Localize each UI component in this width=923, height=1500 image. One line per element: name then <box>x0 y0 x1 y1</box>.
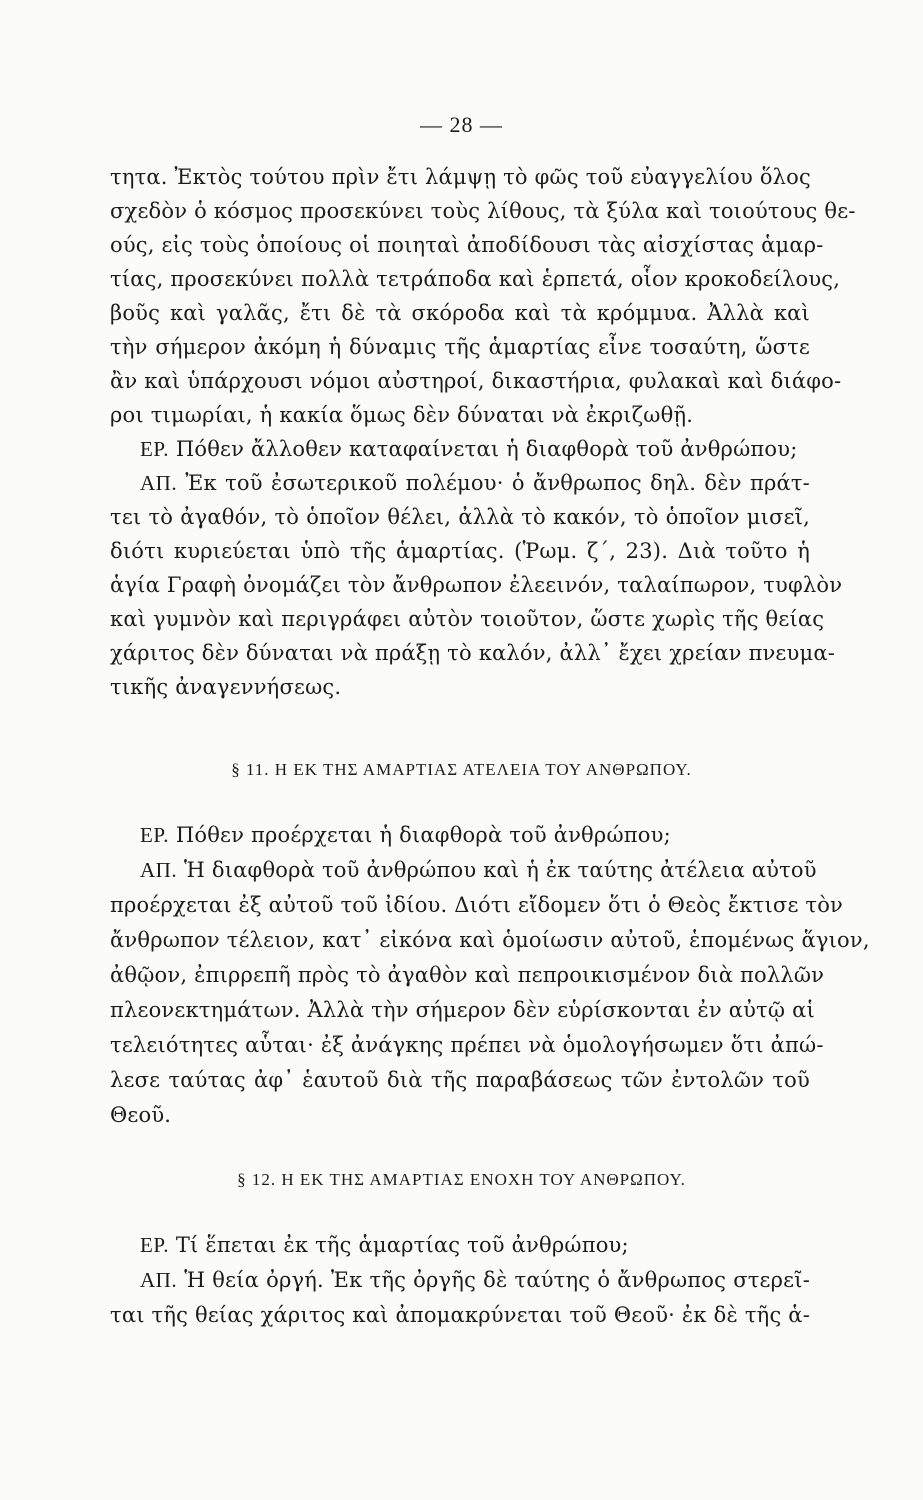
speaker-label: ΕΡ. <box>140 437 169 461</box>
answer-first-line <box>140 468 810 498</box>
speaker-label: ΑΠ. <box>140 858 178 882</box>
text-line: τίας, προσεκύνει πολλὰ τετράποδα καὶ ἑρπετά, οἷον κροκοδείλους, <box>110 267 841 291</box>
text-line: ροι τιμωρίαι, ἡ κακία ὅμως δὲν δύναται νὰ ἐκριζωθῇ. <box>110 403 694 427</box>
question-text: Τί ἕπεται ἐκ τῆς ἁμαρτίας τοῦ ἀνθρώπου; <box>175 1233 629 1257</box>
speaker-label: ΑΠ. <box>140 471 178 495</box>
text-line: τικῆς ἀναγεννήσεως. <box>110 675 342 699</box>
text-line: τητα. Ἐκτὸς τούτου πρὶν ἔτι λάμψῃ τὸ φῶς τοῦ εὐαγγελίου ὅλος <box>110 165 811 189</box>
speaker-label: ΑΠ. <box>140 1268 178 1292</box>
answer-text: Ἡ διαφθορὰ τοῦ ἀνθρώπου καὶ ἡ ἐκ ταύτης ἀτέλεια αὐτοῦ <box>183 858 817 882</box>
question-text: Πόθεν προέρχεται ἡ διαφθορὰ τοῦ ἀνθρώπου; <box>175 823 671 847</box>
question <box>140 434 810 464</box>
page-number: — 28 — <box>420 112 503 137</box>
text-line: χάριτος δὲν δύναται νὰ πράξῃ τὸ καλόν, ἀλλ᾽ ἔχει χρείαν πνευμα- <box>110 641 835 665</box>
text-line: τει τὸ ἀγαθόν, τὸ ὁποῖον θέλει, ἀλλὰ τὸ κακόν, τὸ ὁποῖον μισεῖ, <box>110 505 810 529</box>
text-line: σχεδὸν ὁ κόσμος προσεκύνει τοὺς λίθους, τὰ ξύλα καὶ τοιούτους θε- <box>110 199 856 223</box>
answer-first-line <box>140 855 817 885</box>
text-line: ἄνθρωπον τέλειον, κατ᾽ εἰκόνα καὶ ὁμοίωσιν αὐτοῦ, ἑπομένως ἅγιον, <box>110 928 870 952</box>
text-line: ἂν καὶ ὑπάρχουσι νόμοι αὐστηροί, δικαστήρια, φυλακαὶ καὶ διάφο- <box>110 369 842 393</box>
question-text: Πόθεν ἄλλοθεν καταφαίνεται ἡ διαφθορὰ τοῦ ἀνθρώπου; <box>175 437 798 461</box>
text-line: ἁγία Γραφὴ ὀνομάζει τὸν ἄνθρωπον ἐλεεινόν, ταλαίπωρον, τυφλὸν <box>110 573 843 597</box>
answer-text: Ἡ θεία ὀργή. Ἐκ τῆς ὀργῆς δὲ ταύτης ὁ ἄνθρωπος στερεῖ- <box>184 1268 810 1292</box>
text-line: τὴν σήμερον ἀκόμη ἡ δύναμις τῆς ἁμαρτίας εἶνε τοσαύτη, ὥστε <box>110 335 810 359</box>
section-heading: § 11. Η ΕΚ ΤΗΣ ΑΜΑΡΤΙΑΣ ΑΤΕΛΕΙΑ ΤΟΥ ΑΝΘΡΩΠΟΥ. <box>231 760 692 779</box>
text-line: βοῦς καὶ γαλᾶς, ἔτι δὲ τὰ σκόροδα καὶ τὰ κρόμμυα. Ἀλλὰ καὶ <box>110 301 810 325</box>
text-line: προέρχεται ἐξ αὐτοῦ τοῦ ἰδίου. Διότι εἴδομεν ὅτι ὁ Θεὸς ἔκτισε τὸν <box>110 893 844 917</box>
question <box>140 1230 810 1260</box>
text-line: καὶ γυμνὸν καὶ περιγράφει αὐτὸν τοιοῦτον, ὥστε χωρὶς τῆς θείας <box>110 607 825 631</box>
speaker-label: ΕΡ. <box>140 1233 169 1257</box>
section-heading: § 12. Η ΕΚ ΤΗΣ ΑΜΑΡΤΙΑΣ ΕΝΟΧΗ ΤΟΥ ΑΝΘΡΩΠΟΥ. <box>237 1170 686 1189</box>
question <box>140 820 810 850</box>
answer-text: Ἐκ τοῦ ἐσωτερικοῦ πολέμου· ὁ ἄνθρωπος δηλ. δὲν πράτ- <box>185 471 810 495</box>
speaker-label: ΕΡ. <box>140 823 169 847</box>
text-line: λεσε ταύτας ἀφ᾽ ἑαυτοῦ διὰ τῆς παραβάσεως τῶν ἐντολῶν τοῦ <box>110 1068 810 1092</box>
text-line: ούς, εἰς τοὺς ὁποίους οἱ ποιηταὶ ἀποδίδουσι τὰς αἰσχίστας ἁμαρ- <box>110 233 824 257</box>
answer-first-line <box>140 1265 810 1295</box>
text-line: πλεονεκτημάτων. Ἀλλὰ τὴν σήμερον δὲν εὑρίσκονται ἐν αὐτῷ αἱ <box>110 998 815 1022</box>
text-line: ται τῆς θείας χάριτος καὶ ἀπομακρύνεται τοῦ Θεοῦ· ἐκ δὲ τῆς ἁ- <box>110 1303 810 1327</box>
text-line: τελειότητες αὗται· ἐξ ἀνάγκης πρέπει νὰ ὁμολογήσωμεν ὅτι ἀπώ- <box>110 1033 824 1057</box>
text-line: ἀθῷον, ἐπιρρεπῆ πρὸς τὸ ἀγαθὸν καὶ πεπροικισμένον διὰ πολλῶν <box>110 963 825 987</box>
text-line: διότι κυριεύεται ὑπὸ τῆς ἁμαρτίας. (Ῥωμ. ζ΄, 23). Διὰ τοῦτο ἡ <box>110 539 810 563</box>
text-line: Θεοῦ. <box>110 1103 172 1127</box>
